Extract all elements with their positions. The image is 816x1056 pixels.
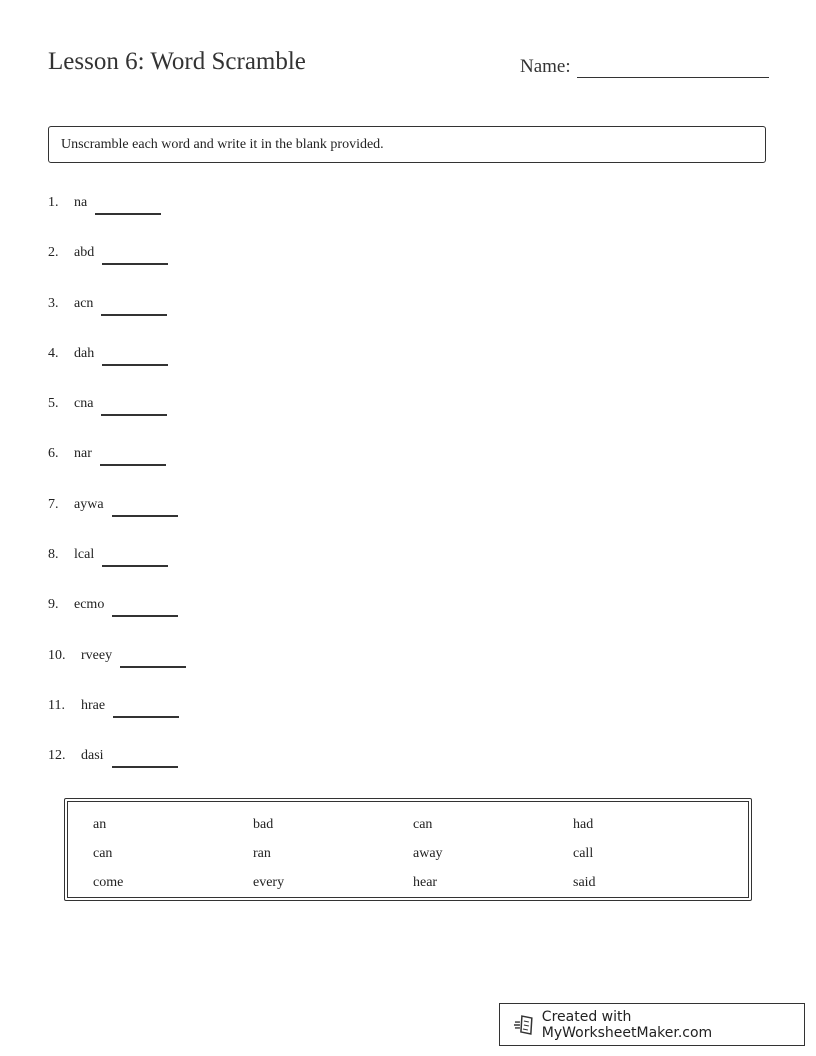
scrambled-word: rveey bbox=[81, 647, 113, 663]
item-number: 4. bbox=[48, 345, 59, 361]
scrambled-word: acn bbox=[74, 295, 94, 311]
word-bank-word: bad bbox=[253, 817, 274, 832]
scrambled-word: nar bbox=[74, 446, 92, 462]
scrambled-word: lcal bbox=[74, 547, 95, 563]
word-bank-word: can bbox=[413, 817, 433, 832]
answer-blank[interactable] bbox=[113, 698, 179, 718]
scrambled-word: ecmo bbox=[74, 597, 105, 613]
item-number: 3. bbox=[48, 295, 59, 311]
worksheet-maker-logo-icon bbox=[512, 1013, 536, 1037]
badge-text: Created with MyWorksheetMaker.com bbox=[541, 1008, 713, 1041]
scrambled-word: hrae bbox=[81, 697, 106, 713]
list-item bbox=[48, 388, 186, 438]
answer-blank[interactable] bbox=[112, 497, 178, 517]
scrambled-word: dah bbox=[74, 345, 95, 361]
created-with-badge[interactable] bbox=[499, 1003, 805, 1046]
word-bank-word: an bbox=[93, 817, 107, 832]
list-item bbox=[48, 589, 186, 639]
answer-blank[interactable] bbox=[101, 296, 167, 316]
scrambled-word: abd bbox=[74, 245, 95, 261]
word-bank-word: call bbox=[573, 846, 594, 861]
list-item bbox=[48, 539, 186, 589]
word-bank-word: said bbox=[573, 875, 596, 890]
list-item bbox=[48, 438, 186, 488]
word-bank-word: had bbox=[573, 817, 594, 832]
scrambled-word: na bbox=[74, 195, 88, 210]
answer-blank[interactable] bbox=[102, 245, 168, 265]
list-item bbox=[48, 237, 186, 287]
list-item bbox=[48, 740, 186, 790]
item-number: 1. bbox=[48, 195, 59, 210]
name-blank-line[interactable] bbox=[577, 53, 769, 78]
list-item bbox=[48, 690, 186, 740]
page-title: Lesson 6: Word Scramble bbox=[48, 48, 306, 75]
item-number: 8. bbox=[48, 547, 59, 563]
list-item bbox=[48, 640, 186, 690]
answer-blank[interactable] bbox=[95, 195, 161, 215]
answer-blank[interactable] bbox=[112, 597, 178, 617]
item-number: 12. bbox=[48, 748, 66, 764]
scrambled-word: cna bbox=[74, 396, 94, 412]
word-bank-word: ran bbox=[253, 846, 271, 861]
answer-blank[interactable] bbox=[112, 748, 178, 768]
item-number: 9. bbox=[48, 597, 59, 613]
answer-blank[interactable] bbox=[102, 346, 168, 366]
item-number: 6. bbox=[48, 446, 59, 462]
name-field bbox=[520, 53, 769, 78]
word-bank bbox=[64, 798, 752, 901]
list-item bbox=[48, 288, 186, 338]
item-number: 2. bbox=[48, 245, 59, 261]
answer-blank[interactable] bbox=[101, 396, 167, 416]
scramble-list bbox=[48, 187, 186, 791]
item-number: 10. bbox=[48, 647, 66, 663]
list-item bbox=[48, 489, 186, 539]
list-item bbox=[48, 187, 186, 237]
answer-blank[interactable] bbox=[120, 648, 186, 668]
item-number: 7. bbox=[48, 496, 59, 512]
list-item bbox=[48, 338, 186, 388]
word-bank-word: away bbox=[413, 846, 443, 861]
word-bank-word: can bbox=[93, 846, 113, 861]
scrambled-word: dasi bbox=[81, 748, 104, 764]
instructions-box: Unscramble each word and write it in the blank provided. bbox=[48, 126, 766, 163]
word-bank-grid bbox=[93, 810, 733, 897]
answer-blank[interactable] bbox=[102, 547, 168, 567]
answer-blank[interactable] bbox=[100, 446, 166, 466]
word-bank-word: come bbox=[93, 875, 124, 890]
name-label: Name: bbox=[520, 56, 571, 77]
word-bank-word: hear bbox=[413, 875, 438, 890]
word-bank-word: every bbox=[253, 875, 285, 890]
item-number: 11. bbox=[48, 697, 65, 713]
scrambled-word: aywa bbox=[74, 496, 104, 512]
item-number: 5. bbox=[48, 396, 59, 412]
